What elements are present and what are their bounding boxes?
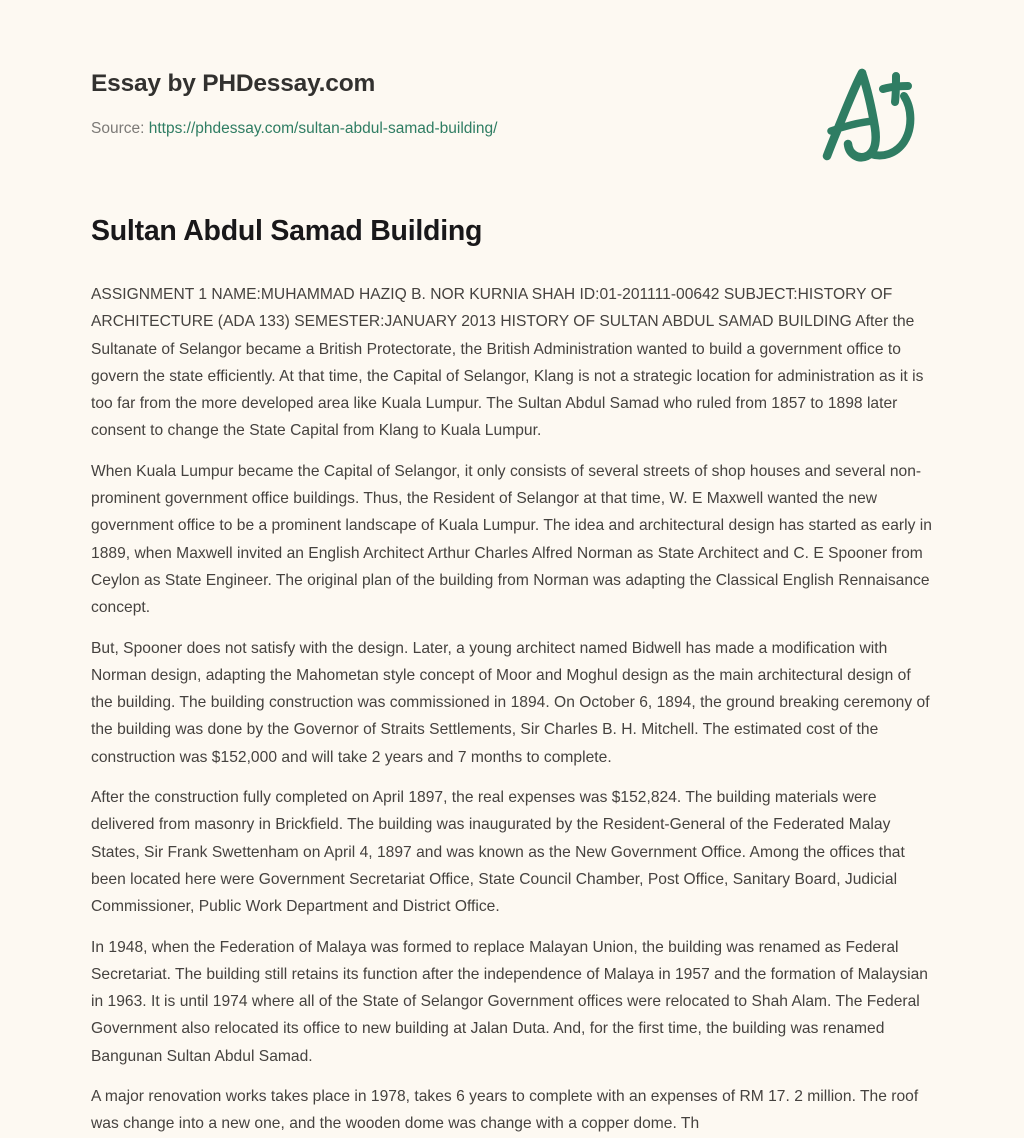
a-plus-mark-icon: [812, 58, 932, 170]
article-paragraph: A major renovation works takes place in 1978, takes 6 years to complete with an expenses of RM 17. 2 million. The roof was change into a new one, and the wooden dome was change with a copper dome. Th: [91, 1088, 919, 1133]
phdessay-a-plus-logo-icon: [812, 58, 932, 170]
article-paragraph: In 1948, when the Federation of Malaya was formed to replace Malayan Union, the building was renamed as Federal Secretariat. The building still retains its function after the independence of Malaya in 1957 and the formation of Malaysian in 1963. It is until 1974 where all of the State of Selangor Government offices were relocated to Shah Alam. The Federal Government also relocated its office to new building at Jalan Duta. And, for the first time, the building was renamed Bangunan Sultan Abdul Samad.: [91, 938, 928, 1065]
article-paragraph: When Kuala Lumpur became the Capital of Selangor, it only consists of several streets of shop houses and several non-prominent government office buildings. Thus, the Resident of Selangor at that time, W. E Maxwell wanted the new government office to be a prominent landscape of Kuala Lumpur. The idea and architectural design has started as early in 1889, when Maxwell invited an English Architect Arthur Charles Alfred Norman as State Architect and C. E Spooner from Ceylon as State Engineer. The original plan of the building from Norman was adapting the Classical English Rennaisance concept.: [91, 462, 932, 617]
article-paragraph: But, Spooner does not satisfy with the design. Later, a young architect named Bidwell has made a modification with Norman design, adapting the Mahometan style concept of Moor and Moghul design as the main architectural design of the building. The building construction was commissioned in 1894. On October 6, 1894, the ground breaking ceremony of the building was done by the Governor of Straits Settlements, Sir Charles B. H. Mitchell. The estimated cost of the construction was $152,000 and will take 2 years and 7 months to complete.: [91, 639, 930, 766]
source-url-link[interactable]: https://phdessay.com/sultan-abdul-samad-building/: [148, 120, 498, 137]
brand-heading: Essay by PHDessay.com: [91, 70, 376, 97]
page-title: Sultan Abdul Samad Building: [91, 215, 483, 247]
article-paragraph: After the construction fully completed on April 1897, the real expenses was $152,824. The building materials were delivered from masonry in Brickfield. The building was inaugurated by the Resident-General of the Federated Malay States, Sir Frank Swettenham on April 4, 1897 and was known as the New Government Office. Among the offices that been located here were Government Secretariat Office, State Council Chamber, Post Office, Sanitary Board, Judicial Commissioner, Public Work Department and District Office.: [91, 789, 905, 916]
article: [91, 213, 936, 1138]
article-body: [91, 281, 936, 1138]
source-label: Source:: [91, 120, 145, 137]
page-header: [0, 0, 1024, 190]
source-line: [91, 120, 497, 138]
article-paragraph: ASSIGNMENT 1 NAME:MUHAMMAD HAZIQ B. NOR KURNIA SHAH ID:01-201111-00642 SUBJECT:HISTORY OF ARCHITECTURE (ADA 133) SEMESTER:JANUARY 2013 HISTORY OF SULTAN ABDUL SAMAD BUILDING After the Sultanate of Selangor became a British Protectorate, the British Administration wanted to build a government office to govern the state efficiently. At that time, the Capital of Selangor, Klang is not a strategic location for administration as it is too far from the more developed area like Kuala Lumpur. The Sultan Abdul Samad who ruled from 1857 to 1898 later consent to change the State Capital from Klang to Kuala Lumpur.: [91, 286, 924, 440]
